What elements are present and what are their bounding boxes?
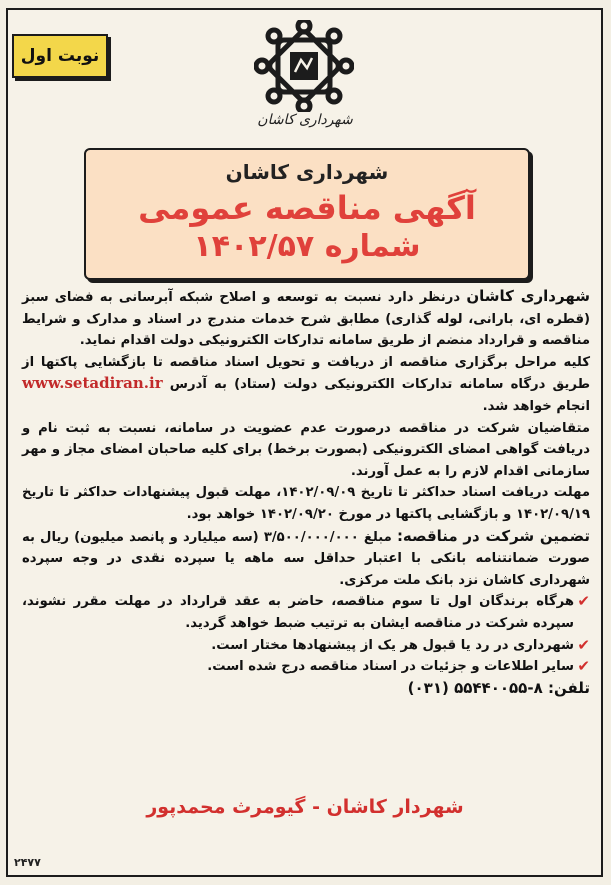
paragraph-guarantee bbox=[22, 526, 590, 592]
paragraph-intro bbox=[22, 286, 590, 352]
process-text: کلیه مراحل برگزاری مناقصه از دریافت و تحویل اسناد مناقصه تا بازگشایی پاکتها از طریق درگاه سامانه تدارکات الکترونیکی دولت (ستاد) به آدرس bbox=[22, 354, 590, 393]
municipality-logo-icon bbox=[254, 20, 354, 112]
guarantee-lead: تضمین شرکت در مناقصه: bbox=[396, 526, 591, 545]
ad-code: ۲۴۷۷ bbox=[14, 856, 41, 869]
phone-number: تلفن: ۸-۵۵۴۴۰۰۵۵ (۰۳۱) bbox=[407, 678, 590, 697]
list-item: ✔ هرگاه برندگان اول تا سوم مناقصه، حاضر به عقد قرارداد در مهلت مقرر نشوند، سپرده شرکت در مناقصه ایشان به ترتیب ضبط خواهد گردید. bbox=[22, 592, 590, 631]
paragraph-registration: متقاضیان شرکت در مناقصه درصورت عدم عضویت در سامانه، نسبت به ثبت نام و دریافت گواهی امضای الکترونیکی (بصورت برخط) برای کلیه صاحبان امضای مجاز و مهر سازمانی اقدام لازم را به عمل آورند. bbox=[22, 420, 590, 479]
ad-body bbox=[22, 286, 590, 699]
intro-lead: شهرداری کاشان bbox=[466, 287, 590, 305]
list-item: ✔ سایر اطلاعات و جزئیات در اسناد مناقصه درج شده است. bbox=[22, 656, 590, 678]
org-name: شهرداری کاشان bbox=[225, 160, 389, 184]
logo-caption: شهرداری کاشان bbox=[257, 112, 353, 128]
conditions-list bbox=[22, 591, 590, 677]
title-box bbox=[84, 148, 530, 280]
list-item: ✔ شهرداری در رد یا قبول هر یک از پیشنهادها مختار است. bbox=[22, 635, 590, 657]
check-icon: ✔ bbox=[577, 635, 590, 654]
first-round-badge: نوبت اول bbox=[12, 34, 108, 78]
signature: شهردار کاشان - گیومرث محمدپور bbox=[146, 796, 464, 818]
check-icon: ✔ bbox=[577, 592, 590, 611]
ad-title: آگهی مناقصه عمومی bbox=[138, 189, 476, 227]
check-icon: ✔ bbox=[577, 657, 590, 676]
setad-link[interactable]: www.setadiran.ir bbox=[22, 374, 163, 393]
process-end: انجام خواهد شد. bbox=[482, 398, 590, 414]
paragraph-process bbox=[22, 352, 590, 418]
intro-text: درنظر دارد نسبت به توسعه و اصلاح شبکه آبرسانی به فضای سبز (قطره ای، بارانی، لوله گذاری) مطابق شرح خدمات مندرج در اسناد و مدارک و شرایط مناقصه و قرارداد منضم از طریق سامانه تدارکات الکترونیکی دولت اقدام نماید. bbox=[22, 290, 590, 349]
ad-number: شماره ۱۴۰۲/۵۷ bbox=[193, 229, 421, 264]
guarantee-text: مبلغ ۳/۵۰۰/۰۰۰/۰۰۰ (سه میلیارد و پانصد میلیون) ریال به صورت ضمانتنامه بانکی با اعتبار حداقل سه ماهه یا سپرده نقدی در وجه سپرده شهرداری کاشان نزد بانک ملت مرکزی. bbox=[22, 529, 590, 588]
paragraph-deadlines: مهلت دریافت اسناد حداکثر تا تاریخ ۱۴۰۲/۰۹/۰۹، مهلت قبول پیشنهادات حداکثر تا تاریخ ۱۴۰۲/۰۹/۱۹ و بازگشایی پاکتها در مورخ ۱۴۰۲/۰۹/۲۰ خواهد بود. bbox=[22, 485, 590, 522]
